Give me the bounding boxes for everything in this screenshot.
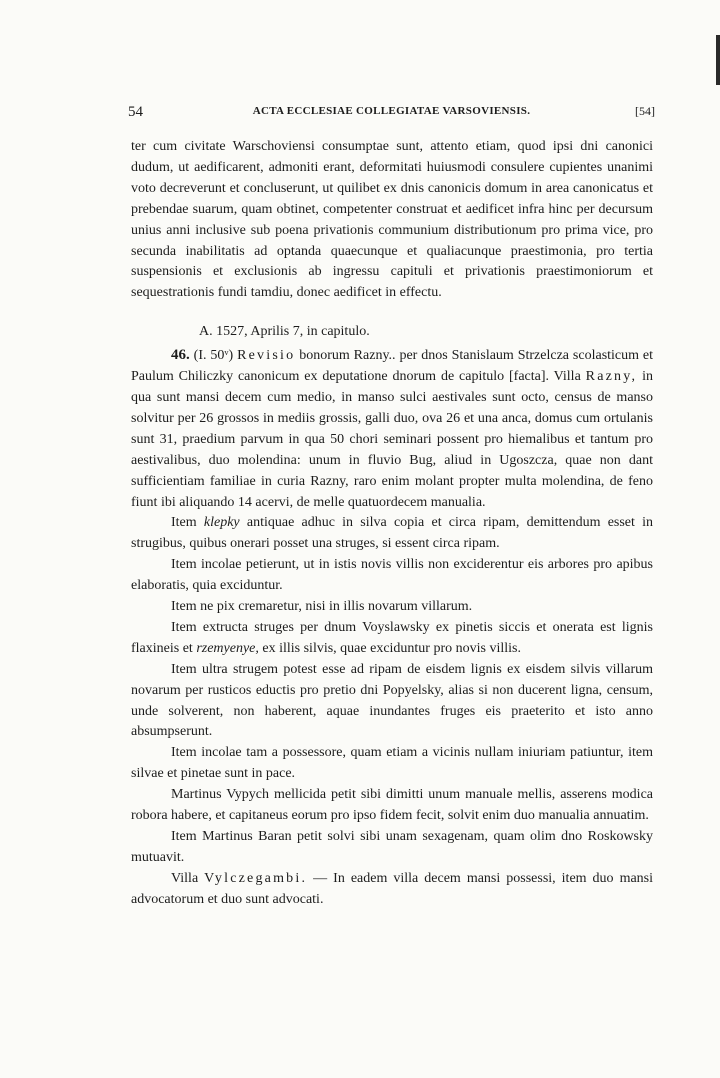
revisio-word: Revisio [237, 348, 296, 364]
paragraph-item-ultra: Item ultra strugem potest esse ad ripam de eisdem lignis ex eisdem silvis villarum novarum per rusticos eductis pro pretio dni Popyelsky, alias si non ducerent ligna, censum, unde solverent, non haberent, aquae inundantes fruges eis praeterito et isto anno absumpserunt. [131, 661, 653, 740]
text-fragment: Item [171, 515, 197, 531]
page-header [128, 104, 655, 124]
source-page-number: [54] [635, 104, 655, 118]
paragraph-martinus-vypych: Martinus Vypych mellicida petit sibi dimitti unum manuale mellis, asserens modica robora habere, et capitaneus eorum pro ipso fidem fecit, solvit enim duo manualia annuatim. [131, 787, 653, 824]
paragraph-entry-46 [131, 345, 653, 513]
paragraph-klepky [131, 513, 653, 555]
scan-edge-mark [716, 35, 720, 85]
text-fragment: — In eadem villa decem mansi possessi, item duo mansi advocatorum et duo sunt advocati. [131, 870, 654, 907]
text-fragment: antiquae adhuc in silva copia et circa ripam, demittendum esset in strugibus, quibus onerari posset una struges, si essent circa ripam. [131, 515, 654, 552]
text-fragment: Item extructa struges per dnum Voyslawsky ex pinetis siccis et onerata est lignis flaxineis et [131, 619, 653, 656]
running-title: ACTA ECCLESIAE COLLEGIATAE VARSOVIENSIS. [252, 105, 531, 117]
text-fragment: ex illis silvis, quae exciduntur pro novis villis. [262, 640, 521, 656]
italic-term-klepky: klepky [203, 515, 240, 531]
paragraph-villa-vylczegambi [131, 869, 653, 911]
paragraph-item-incolae: Item incolae petierunt, ut in istis novis villis non exciderentur eis arbores pro apibus elaboratis, quia exciduntur. [131, 557, 653, 594]
village-name-vylczegambi: Vylczegambi. [204, 870, 308, 886]
page-number: 54 [128, 104, 143, 120]
entry-reference: (I. 50ᵛ) [193, 348, 234, 364]
paragraph-item-pix: Item ne pix cremaretur, nisi in illis novarum villarum. [171, 599, 473, 615]
entry-text-b: in qua sunt mansi decem cum medio, in manso sulci aestivales sunt octo, census de manso solvitur per 26 grossos in mediis grossis, galli duo, ova 26 et una anca, domus cum ortulanis sunt 31, praedium parvum in qua 50 chori seminari possent pro hiemalibus et tantum pro aestivalibus, duo molendina: unum in fluvio Bug, aliud in Ugoszcza, quae non dant sufficientiam familiae in curia Razny, raro enim molant propter multa molendina, de feno fiunt ibi aliquando 14 acervi, de melle quatuordecem manualia. [131, 369, 653, 510]
italic-term-rzemyenye: rzemyenye, [196, 640, 259, 656]
village-name-razny: Razny, [585, 369, 638, 385]
paragraph-item-pace: Item incolae tam a possessore, quam etiam a vicinis nullam iniuriam patiuntur, item silvae et pinetae sunt in pace. [131, 745, 653, 782]
paragraph-martinus-baran: Item Martinus Baran petit solvi sibi unam sexagenam, quam olim dno Roskowsky mutuavit. [131, 829, 653, 865]
section-heading: A. 1527, Aprilis 7, in capitulo. [199, 324, 370, 340]
entry-text-a: bonorum Razny.. per dnos Stanislaum Strzelcza scolasticum et Paulum Chiliczky canonicum ex deputatione dnorum de capitulo [facta]. Villa [131, 348, 654, 385]
body-text [131, 137, 653, 911]
entry-number: 46. [171, 347, 190, 364]
paragraph-continued: ter cum civitate Warschoviensi consumptae sunt, attento etiam, quod ipsi dni canonici dudum, ut aedificarent, admoniti erant, deformitati huiusmodi consulere cupientes unanimi voto decreverunt et concluserunt, ut quilibet ex dnis canonicis domum in area canonicatus et prebendae suarum, quam obtinet, competenter construat et aedificet infra hinc per decursum unius anni inclusive sub poena privationis communium distributionum pro prima vice, pro secunda inabilitatis ad optanda quaecunque et qualiacunque praestimonia, pro tertia suspensionis et exclusionis ab ingressu capituli et privationis praestimoniorum et sequestrationis fundi tamdiu, donec aedificet in effectu. [131, 139, 653, 301]
text-fragment: Villa [171, 870, 199, 886]
paragraph-item-struges [131, 618, 653, 660]
